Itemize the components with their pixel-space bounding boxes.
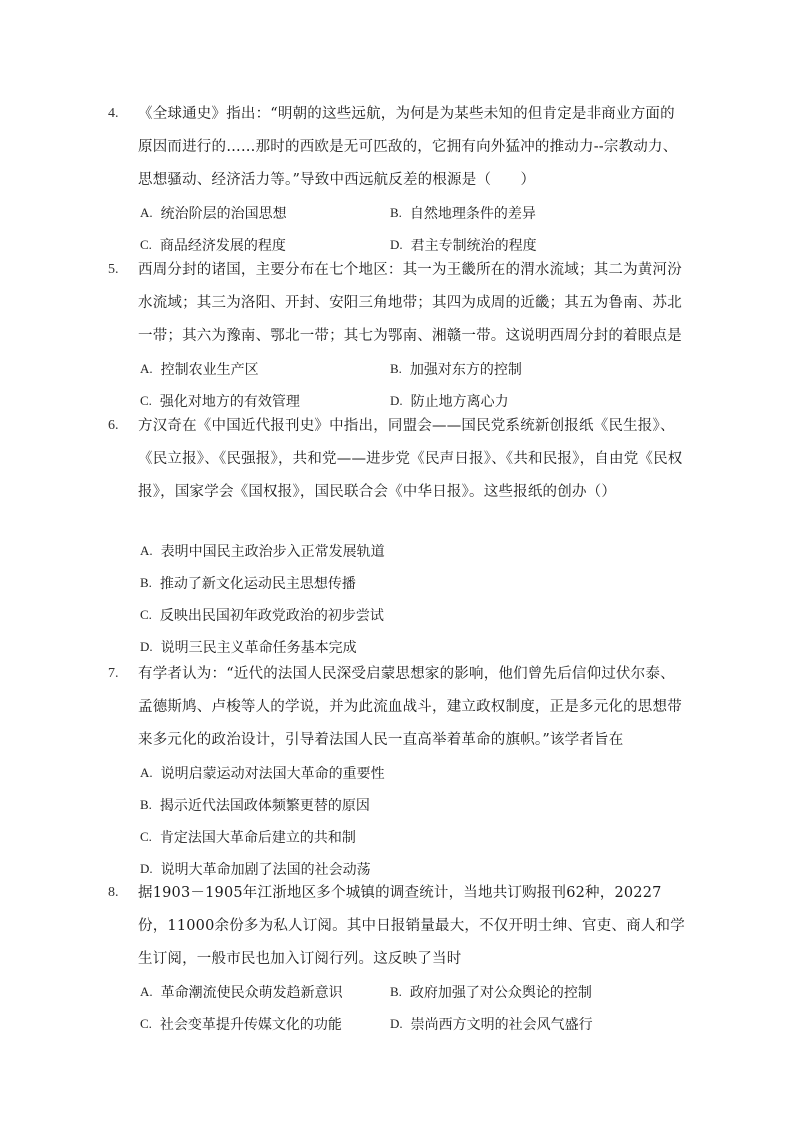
option-c[interactable]: C. 反映出民国初年政党政治的初步尝试 <box>140 607 384 624</box>
option-a[interactable]: A. 说明启蒙运动对法国大革命的重要性 <box>140 765 385 782</box>
option-text: 说明启蒙运动对法国大革命的重要性 <box>160 766 385 782</box>
question-8 <box>108 877 688 1040</box>
option-b[interactable]: B. 加强对东方的控制 <box>390 361 522 378</box>
question-4 <box>108 98 688 261</box>
option-c[interactable]: C. 商品经济发展的程度 <box>140 237 286 254</box>
option-c[interactable]: C. 肯定法国大革命后建立的共和制 <box>140 829 356 846</box>
options <box>140 197 688 261</box>
question-6 <box>108 410 688 663</box>
option-text: 自然地理条件的差异 <box>409 206 536 222</box>
option-a[interactable]: A. 控制农业生产区 <box>140 361 259 378</box>
option-d[interactable]: D. 防止地方离心力 <box>390 393 509 410</box>
option-text: 社会变革提升传媒文化的功能 <box>159 1017 342 1033</box>
question-5 <box>108 254 688 417</box>
option-text: 商品经济发展的程度 <box>159 238 286 254</box>
options <box>140 535 688 663</box>
option-text: 揭示近代法国政体频繁更替的原因 <box>159 798 370 814</box>
option-text: 说明大革命加剧了法国的社会动荡 <box>160 862 371 878</box>
question-stem: 《全球通史》指出：“明朝的这些远航，为何是为某些未知的但肯定是非商业方面的原因而进行的……那时的西欧是无可匹敌的，它拥有向外猛冲的推动力--宗教动力、思想骚动、经济活力等。”导致中西远航反差的根源是（ ） <box>138 106 678 188</box>
option-text: 防止地方离心力 <box>410 394 509 410</box>
option-a[interactable]: A. 表明中国民主政治步入正常发展轨道 <box>140 543 385 560</box>
option-c[interactable]: C. 社会变革提升传媒文化的功能 <box>140 1016 342 1033</box>
options <box>140 353 688 417</box>
option-text: 崇尚西方文明的社会风气盛行 <box>410 1017 593 1033</box>
option-text: 反映出民国初年政党政治的初步尝试 <box>159 608 384 624</box>
option-text: 推动了新文化运动民主思想传播 <box>159 576 356 592</box>
option-text: 加强对东方的控制 <box>409 362 522 378</box>
option-a[interactable]: A. 统治阶层的治国思想 <box>140 205 287 222</box>
option-b[interactable]: B. 揭示近代法国政体频繁更替的原因 <box>140 797 370 814</box>
option-text: 强化对地方的有效管理 <box>159 394 300 410</box>
option-d[interactable]: D. 说明大革命加剧了法国的社会动荡 <box>140 861 371 878</box>
option-text: 控制农业生产区 <box>160 362 259 378</box>
question-number: 4. <box>108 106 119 121</box>
option-a[interactable]: A. 革命潮流使民众萌发趋新意识 <box>140 984 343 1001</box>
option-d[interactable]: D. 崇尚西方文明的社会风气盛行 <box>390 1016 593 1033</box>
question-stem: 西周分封的诸国，主要分布在七个地区：其一为王畿所在的渭水流域；其二为黄河汾水流域；其三为洛阳、开封、安阳三角地带；其四为成周的近畿；其五为鲁南、苏北一带；其六为豫南、鄂北一带；其七为鄂南、湘赣一带。这说明西周分封的着眼点是 <box>138 262 682 344</box>
option-b[interactable]: B. 自然地理条件的差异 <box>390 205 536 222</box>
option-d[interactable]: D. 君主专制统治的程度 <box>390 237 537 254</box>
option-text: 表明中国民主政治步入正常发展轨道 <box>160 544 385 560</box>
option-text: 革命潮流使民众萌发趋新意识 <box>160 985 343 1001</box>
question-stem: 有学者认为：“近代的法国人民深受启蒙思想家的影响，他们曾先后信仰过伏尔泰、孟德斯鸠、卢梭等人的学说，并为此流血战斗，建立政权制度，正是多元化的思想带来多元化的政治设计，引导着法国人民一直高举着革命的旗帜。”该学者旨在 <box>138 666 682 748</box>
option-text: 政府加强了对公众舆论的控制 <box>409 985 592 1001</box>
option-b[interactable]: B. 推动了新文化运动民主思想传播 <box>140 575 356 592</box>
option-text: 君主专制统治的程度 <box>410 238 537 254</box>
question-number: 6. <box>108 418 119 433</box>
option-text: 统治阶层的治国思想 <box>160 206 287 222</box>
question-stem: 据1903－1905年江浙地区多个城镇的调查统计，当地共订购报刊62种，20227份，11000余份多为私人订阅。其中日报销量最大，不仅开明士绅、官吏、商人和学生订阅，一般市民也加入订阅行列。这反映了当时 <box>138 885 685 967</box>
option-text: 说明三民主义革命任务基本完成 <box>160 640 357 656</box>
option-d[interactable]: D. 说明三民主义革命任务基本完成 <box>140 639 357 656</box>
question-7 <box>108 658 688 885</box>
question-stem: 方汉奇在《中国近代报刊史》中指出，同盟会——国民党系统新创报纸《民生报》、《民立报》、《民强报》，共和党——进步党《民声日报》、《共和民报》，自由党《民权报》，国家学会《国权报》，国民联合会《中华日报》。这些报纸的创办（） <box>138 418 683 500</box>
option-b[interactable]: B. 政府加强了对公众舆论的控制 <box>390 984 592 1001</box>
question-number: 8. <box>108 885 119 900</box>
option-text: 肯定法国大革命后建立的共和制 <box>159 830 356 846</box>
question-number: 7. <box>108 666 119 681</box>
options <box>140 757 688 885</box>
options <box>140 976 688 1040</box>
option-c[interactable]: C. 强化对地方的有效管理 <box>140 393 300 410</box>
question-number: 5. <box>108 262 119 277</box>
